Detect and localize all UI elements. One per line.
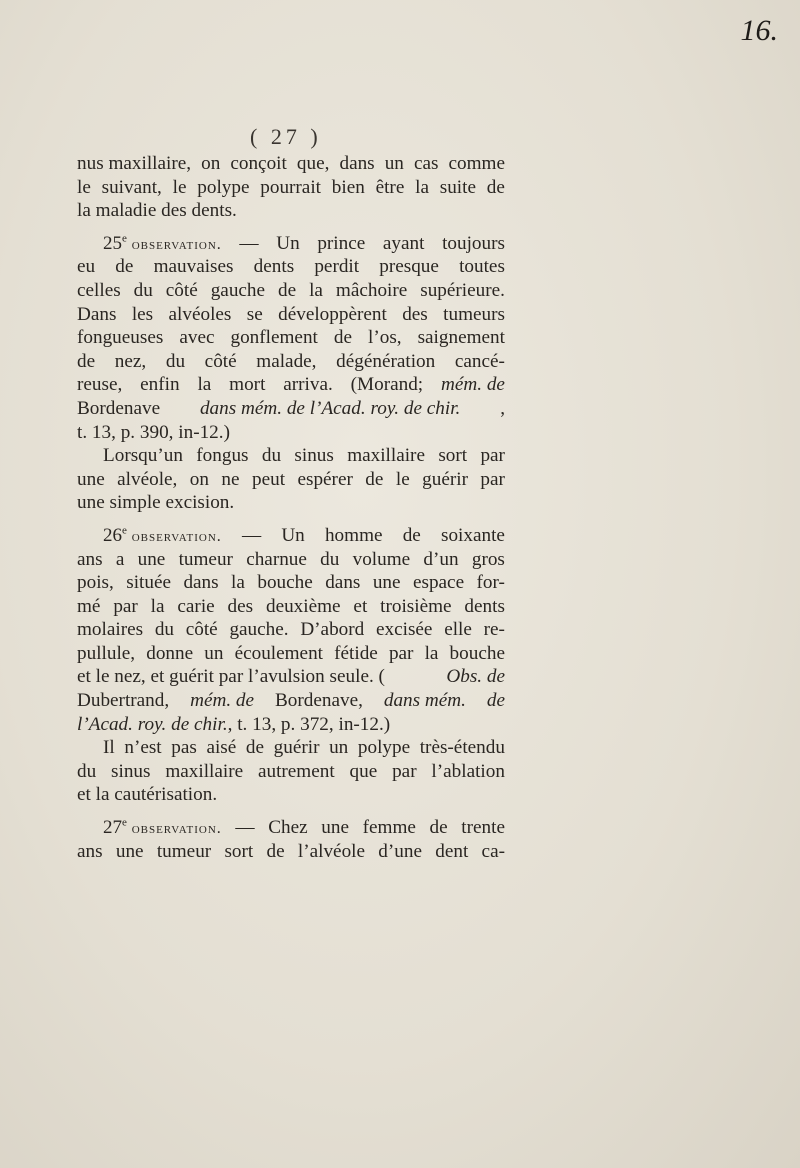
word: une [115, 840, 144, 862]
word: conçoit [230, 153, 287, 174]
word: tumeur [156, 840, 212, 862]
text-line: Dubertrand, mém. de Bordenave, dans mém. de [77, 690, 505, 712]
word: une [77, 468, 105, 490]
word: Dans [77, 303, 117, 325]
word: dents [464, 595, 505, 617]
word: polype [357, 737, 411, 759]
text-line [77, 618, 505, 642]
text-line: Bordenave dans mém. de l’Acad. roy. de chir. , [77, 397, 505, 419]
word: gauche [210, 279, 266, 301]
word: fongus [196, 445, 249, 467]
observation-number: 25e observation. [103, 232, 222, 254]
word: écoulement [234, 642, 323, 664]
word: de [77, 350, 96, 372]
text-line [77, 468, 505, 492]
word: le [395, 468, 410, 490]
word: a [115, 548, 125, 570]
word: bouche [449, 642, 505, 664]
word: — [241, 524, 262, 546]
word: saignement [417, 327, 505, 349]
word: on [189, 468, 209, 490]
word: ca- [481, 840, 505, 862]
word: peut [251, 468, 286, 490]
word: une [137, 548, 166, 570]
word: celles [77, 279, 121, 301]
word: sort [224, 840, 254, 862]
text-line: t. 13, p. 390, in-12.) [77, 421, 230, 443]
folio-number: 16. [740, 14, 778, 47]
word: espérer [297, 468, 353, 490]
word: sort [438, 445, 468, 467]
text-line [77, 279, 505, 303]
text-line: l’Acad. roy. de chir. , t. 13, p. 372, in-12.) [77, 713, 391, 735]
word: sinus [294, 445, 334, 467]
text-line: reuse, enfin la mort arriva. (Morand; mém. de [77, 374, 505, 396]
word: deuxième [265, 595, 341, 617]
word: fétide [334, 642, 378, 664]
word: se [246, 303, 263, 325]
word: du [77, 760, 97, 782]
word: guérir [273, 737, 320, 759]
word: — [239, 232, 259, 254]
word: aisé [206, 737, 237, 759]
word: trente [461, 817, 505, 839]
word: par [113, 595, 138, 617]
word: développèrent [278, 303, 387, 325]
word: Il [103, 737, 115, 759]
word: dans [183, 572, 219, 594]
word: enfin [140, 374, 180, 396]
body-text [77, 152, 505, 863]
word: la [415, 176, 429, 198]
word: malade, [256, 350, 317, 372]
text-line [77, 736, 505, 760]
word: D’abord [300, 619, 365, 641]
observation-label: observation. [131, 820, 222, 838]
observation-number: 26e observation. [103, 524, 222, 546]
text-line: et le nez, et guérit par l’avulsion seule. ( Obs. de [77, 666, 505, 688]
word: (Morand; [350, 374, 424, 396]
word: volume [352, 548, 411, 570]
word: que, [296, 153, 330, 174]
word: du [261, 445, 282, 467]
text-line [77, 595, 505, 619]
word: un [384, 153, 404, 174]
word: eu [77, 256, 96, 278]
word: n’est [124, 737, 162, 759]
observation-heading-line [77, 524, 505, 548]
text-line: et la cautérisation. [77, 784, 218, 806]
word: l’ablation [431, 760, 505, 782]
word: Chez [268, 817, 308, 839]
word: mé [77, 595, 101, 617]
word: ayant [382, 232, 425, 254]
word: re- [483, 619, 505, 641]
word: de [333, 327, 352, 349]
word: carie [177, 595, 215, 617]
word: polype [197, 176, 250, 198]
page-number: ( 27 ) [250, 124, 322, 149]
word: autrement [257, 760, 335, 782]
word: de [245, 737, 265, 759]
word: de [365, 468, 384, 490]
text-line [77, 176, 505, 200]
word: l’alvéole [297, 840, 366, 862]
word: for- [476, 572, 505, 594]
word: mâchoire [335, 279, 408, 301]
word: par [480, 468, 505, 490]
word: comme [448, 153, 505, 174]
word: le [77, 176, 91, 198]
word: gonflement [230, 327, 318, 349]
word: dans [325, 572, 361, 594]
word: la [424, 642, 439, 664]
word: perdit [314, 256, 360, 278]
word: ans [77, 840, 103, 862]
word: gros [471, 548, 505, 570]
word: suivant, [101, 176, 162, 198]
text-line [77, 444, 505, 468]
word: charnue [246, 548, 307, 570]
word: pourrait [260, 176, 321, 198]
word: une [321, 817, 350, 839]
word: du [320, 548, 340, 570]
word: mort [229, 374, 266, 396]
word: Lorsqu’un [103, 445, 183, 467]
word: presque [379, 256, 439, 278]
word: la [231, 572, 245, 594]
text-line [77, 548, 505, 572]
word: tumeurs [443, 303, 505, 325]
word: dans [339, 153, 375, 174]
word: tumeur [178, 548, 233, 570]
word: les [131, 303, 154, 325]
word: de [402, 524, 421, 546]
word: mauvaises [153, 256, 234, 278]
word: par [388, 642, 414, 664]
text-line [77, 840, 505, 864]
word: femme [362, 817, 416, 839]
word: arriva. [283, 374, 333, 396]
word: on [201, 153, 221, 174]
text-line [77, 152, 505, 176]
word: ne [221, 468, 240, 490]
word: côté [204, 350, 237, 372]
word: pas [171, 737, 197, 759]
word: cas [413, 153, 439, 174]
word: la [309, 279, 323, 301]
word: côté [185, 619, 218, 641]
word: guérir [422, 468, 468, 490]
word: molaires [77, 619, 144, 641]
word: bien [331, 176, 365, 198]
text-line [77, 571, 505, 595]
word: d’une [378, 840, 422, 862]
text-line: une simple excision. [77, 492, 235, 514]
word: être [375, 176, 405, 198]
word: du [133, 279, 153, 301]
word: des [402, 303, 428, 325]
word: homme [324, 524, 383, 546]
word: un [204, 642, 224, 664]
word: cancé- [454, 350, 505, 372]
word: avec [179, 327, 215, 349]
text-line: la maladie des dents. [77, 200, 237, 222]
word: bouche [257, 572, 313, 594]
text-line [77, 642, 505, 666]
word: d’un [423, 548, 459, 570]
word: que [349, 760, 378, 782]
word: alvéole, [117, 468, 178, 490]
word: sinus [111, 760, 151, 782]
word: du [165, 350, 186, 372]
text-line [77, 303, 505, 327]
word: prince [317, 232, 366, 254]
word: reuse, [77, 374, 123, 396]
word: l’os, [368, 327, 402, 349]
word: toutes [459, 256, 505, 278]
word: située [126, 572, 171, 594]
observation-number: 27e observation. [103, 816, 222, 839]
word: de [266, 840, 285, 862]
word: espace [412, 572, 465, 594]
word: par [392, 760, 417, 782]
word: fongueuses [77, 327, 164, 349]
word: — [235, 817, 255, 839]
word: elle [444, 619, 472, 641]
word: nez, [114, 350, 147, 372]
word: suite [439, 176, 476, 198]
word: de [278, 279, 297, 301]
word: Un [276, 232, 300, 254]
word: troisième [380, 595, 452, 617]
word: par [480, 445, 505, 467]
word: côté [165, 279, 198, 301]
word: donne [146, 642, 194, 664]
word: de [115, 256, 134, 278]
word: pullule, [77, 642, 136, 664]
observation-label: observation. [131, 235, 222, 253]
text-line [77, 326, 505, 350]
text-line [77, 255, 505, 279]
text-line [77, 350, 505, 374]
word: maxillaire [347, 445, 425, 467]
word: de [429, 817, 448, 839]
word: excisée [375, 619, 433, 641]
word: nus maxillaire, [77, 153, 192, 174]
word: la [150, 595, 165, 617]
word: alvéoles [168, 303, 232, 325]
text-line [77, 760, 505, 784]
word: gauche. [229, 619, 289, 641]
observation-heading-line [77, 816, 505, 840]
word: une [372, 572, 401, 594]
word: toujours [442, 232, 505, 254]
word: dents [253, 256, 295, 278]
word: un [329, 737, 349, 759]
word: le [172, 176, 187, 198]
word: soixante [440, 524, 505, 546]
word: maxillaire [165, 760, 244, 782]
word: du [154, 619, 174, 641]
word: dent [435, 840, 469, 862]
observation-label: observation. [131, 527, 222, 545]
word: très-étendu [419, 737, 505, 759]
observation-heading-line [77, 232, 505, 256]
word: et [353, 595, 368, 617]
word: la [197, 374, 212, 396]
word: pois, [77, 572, 114, 594]
word: supérieure. [420, 279, 505, 301]
word: de [486, 176, 505, 198]
word: Un [281, 524, 305, 546]
word: des [227, 595, 254, 617]
word: dégénération [336, 350, 436, 372]
word: ans [77, 548, 103, 570]
